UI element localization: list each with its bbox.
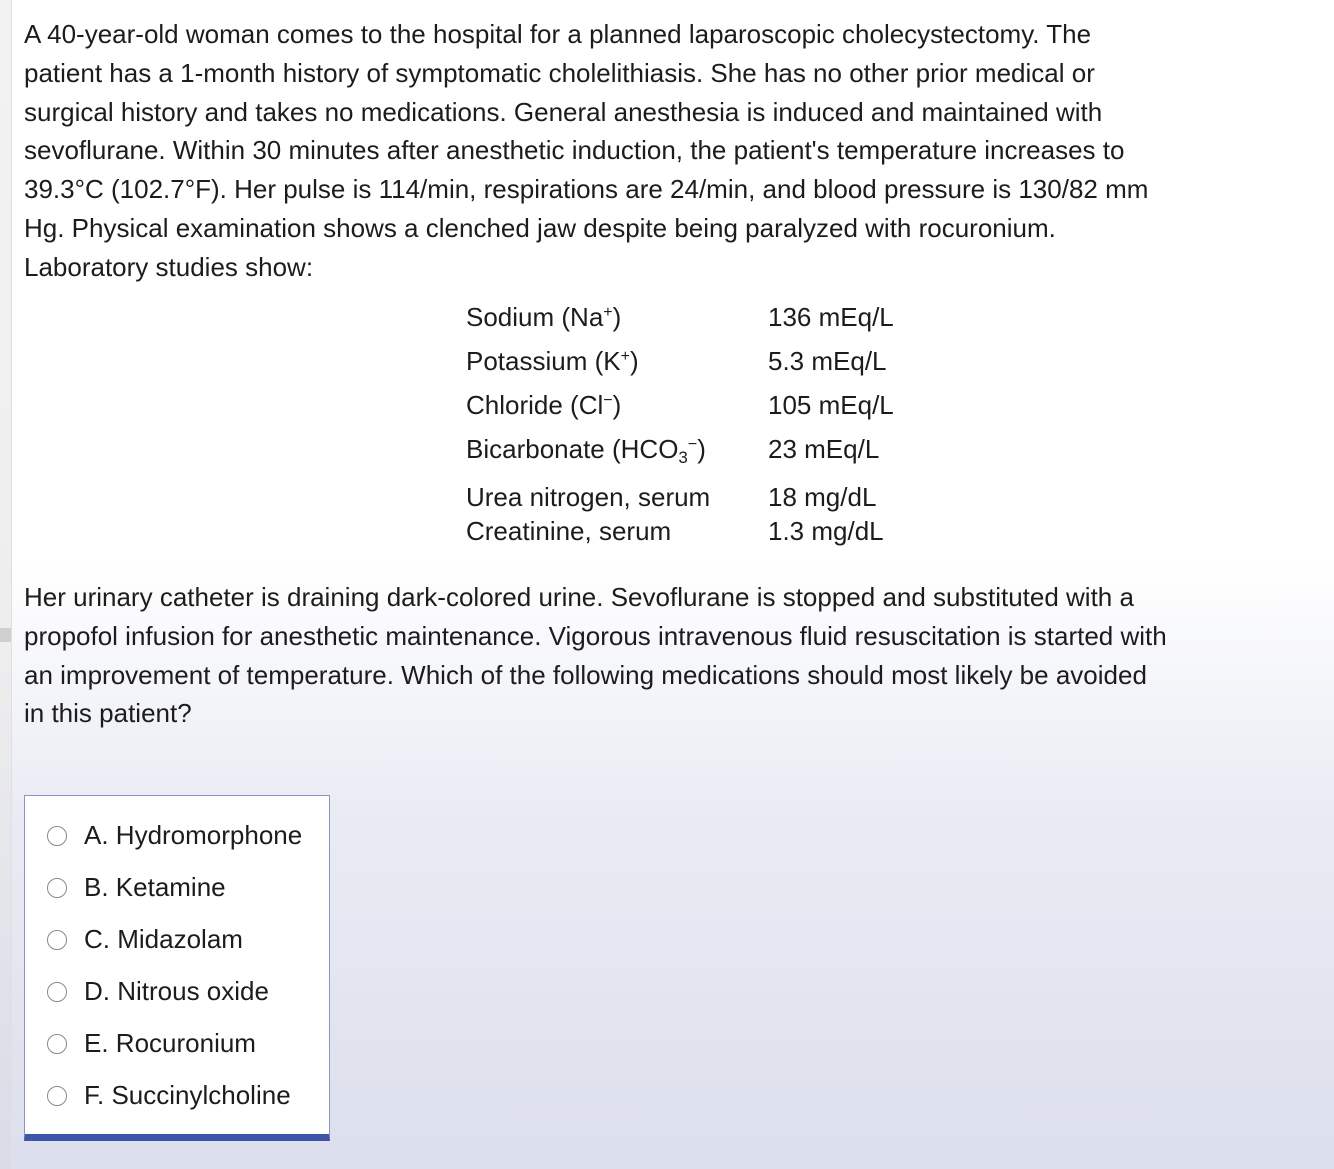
lab-row-potassium xyxy=(466,346,894,390)
radio-button-icon[interactable] xyxy=(47,826,67,846)
answer-choice-label: C. Midazolam xyxy=(84,924,243,954)
answer-choices-panel xyxy=(24,795,330,1141)
left-panel-edge xyxy=(0,0,12,1169)
answer-choice-label: A. Hydromorphone xyxy=(84,820,303,850)
answer-choice-e[interactable] xyxy=(25,1020,329,1068)
lab-name: Urea nitrogen, serum xyxy=(466,482,711,512)
radio-button-icon[interactable] xyxy=(47,1086,67,1106)
answer-choice-label: E. Rocuronium xyxy=(84,1028,256,1058)
answer-choice-label: B. Ketamine xyxy=(84,872,226,902)
lab-name: Potassium (K+) xyxy=(466,346,639,376)
lab-value: 105 mEq/L xyxy=(768,390,894,420)
lab-row-sodium xyxy=(466,302,894,346)
lab-value: 18 mg/dL xyxy=(768,482,877,512)
radio-button-icon[interactable] xyxy=(47,982,67,1002)
radio-button-icon[interactable] xyxy=(47,1034,67,1054)
answer-choice-c[interactable] xyxy=(25,916,329,964)
radio-button-icon[interactable] xyxy=(47,930,67,950)
answer-choice-b[interactable] xyxy=(25,864,329,912)
lab-value: 23 mEq/L xyxy=(768,434,880,464)
lab-results-table xyxy=(466,302,894,556)
lab-value: 136 mEq/L xyxy=(768,302,894,332)
answer-choice-a[interactable] xyxy=(25,812,329,860)
answer-choice-label: D. Nitrous oxide xyxy=(84,976,269,1006)
answer-choice-d[interactable] xyxy=(25,968,329,1016)
answer-choice-label: F. Succinylcholine xyxy=(84,1080,291,1110)
lab-row-bicarbonate xyxy=(466,434,894,478)
lab-name: Sodium (Na+) xyxy=(466,302,622,332)
lab-row-creatinine xyxy=(466,516,894,556)
lab-row-urea-nitrogen xyxy=(466,478,894,516)
question-stem-followup: Her urinary catheter is draining dark-colored urine. Sevoflurane is stopped and substituted with a propofol infusion for anesthetic maintenance. Vigorous intravenous fluid resuscitation is started with an improvement of temperature. Which of the following medications should most likely be avoided in this patient? xyxy=(24,582,1167,729)
lab-value: 1.3 mg/dL xyxy=(768,516,884,546)
lab-value: 5.3 mEq/L xyxy=(768,346,887,376)
lab-name: Chloride (Cl−) xyxy=(466,390,622,420)
lab-name: Bicarbonate $(HCO_3^-)$ xyxy=(466,434,706,467)
radio-button-icon[interactable] xyxy=(47,878,67,898)
lab-row-chloride xyxy=(466,390,894,434)
answer-choice-f[interactable] xyxy=(25,1072,329,1120)
lab-name: Creatinine, serum xyxy=(466,516,672,546)
panel-edge-marker xyxy=(0,628,11,642)
question-stem-intro: A 40-year-old woman comes to the hospital for a planned laparoscopic cholecystectomy. The patient has a 1-month history of symptomatic cholelithiasis. She has no other prior medical or surgical history and takes no medications. General anesthesia is induced and maintained with sevoflurane. Within 30 minutes after anesthetic induction, the patient's temperature increases to 39.3°C (102.7°F). Her pulse is 114/min, respirations are 24/min, and blood pressure is 130/82 mm Hg. Physical examination shows a clenched jaw despite being paralyzed with rocuronium. Laboratory studies show: xyxy=(24,19,1149,282)
